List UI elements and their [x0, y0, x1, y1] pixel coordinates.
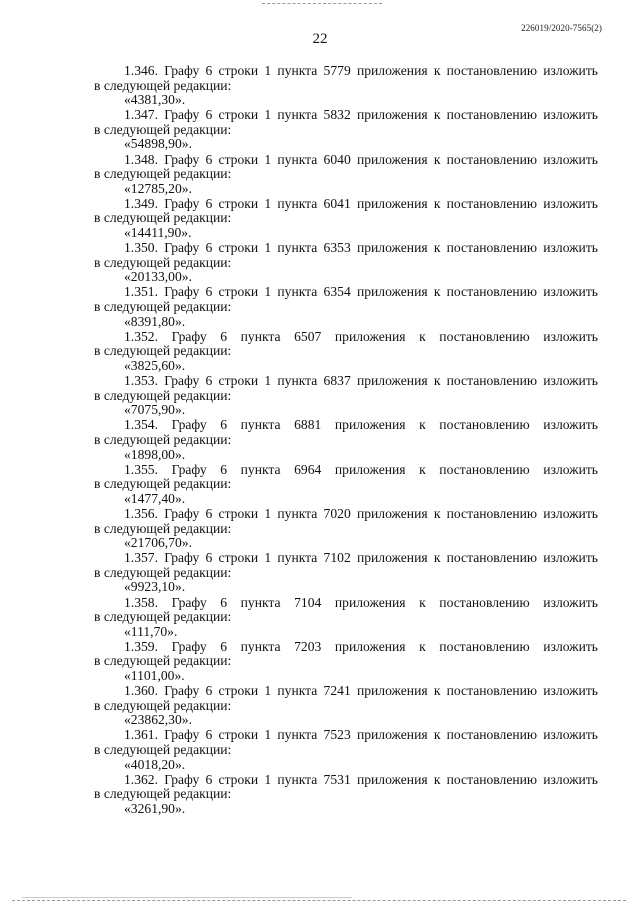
clause-word: 1: [264, 151, 272, 167]
clause-first-line: [94, 684, 598, 699]
clause-word: 1.349.: [124, 195, 158, 211]
clause-word: Графу: [171, 461, 207, 477]
clause-word: пункта: [240, 417, 281, 433]
clause-word: постановлению: [446, 107, 538, 123]
clause-word: Графу: [164, 63, 200, 78]
scan-artifact-bottom: [12, 900, 626, 902]
clause-word: строки: [218, 727, 259, 743]
clause-value: «1477,40».: [124, 490, 186, 506]
clause-word: изложить: [543, 594, 598, 610]
clause-second-line: в следующей редакции:: [94, 166, 232, 182]
clause-item: [94, 463, 598, 507]
clause-second-line: в следующей редакции:: [94, 520, 232, 536]
clause-word: 1.352.: [124, 328, 158, 344]
clause-word: 1: [264, 550, 272, 566]
clause-word: приложения: [334, 594, 406, 610]
clause-word: строки: [218, 151, 259, 167]
clause-word: 6507: [294, 328, 322, 344]
clause-word: изложить: [543, 550, 598, 566]
clause-word: 5832: [323, 107, 351, 123]
clause-word: 6: [220, 638, 228, 654]
clause-word: приложения: [356, 727, 428, 743]
clause-word: приложения: [334, 417, 406, 433]
clause-word: пункта: [277, 373, 318, 389]
clause-item: [94, 773, 598, 817]
clause-second-line: в следующей редакции:: [94, 653, 232, 669]
clause-second-line: в следующей редакции:: [94, 343, 232, 359]
clause-word: 6: [220, 594, 228, 610]
clause-second-line: в следующей редакции:: [94, 387, 232, 403]
clause-word: 6: [205, 771, 213, 787]
clause-word: постановлению: [439, 328, 530, 344]
clause-word: Графу: [164, 151, 200, 167]
clause-word: Графу: [164, 284, 200, 300]
clause-second-line: в следующей редакции:: [94, 210, 232, 226]
clause-word: постановлению: [446, 240, 538, 256]
clause-word: 6: [205, 550, 213, 566]
clause-first-line: [94, 197, 598, 212]
clause-word: постановлению: [446, 373, 538, 389]
clause-word: к: [419, 461, 426, 477]
clause-word: 1.350.: [124, 240, 158, 256]
clause-word: 1.346.: [124, 63, 158, 78]
clause-value: «4381,30».: [124, 92, 186, 108]
clause-first-line: [94, 418, 598, 433]
clause-word: строки: [218, 195, 259, 211]
clause-word: 6: [205, 63, 213, 78]
document-id: 226019/2020-7565(2): [521, 23, 602, 33]
clause-first-line: [94, 640, 598, 655]
clause-first-line: [94, 728, 598, 743]
clause-second-line: в следующей редакции:: [94, 299, 232, 315]
clause-word: к: [433, 195, 441, 211]
clause-second-line: в следующей редакции:: [94, 431, 232, 447]
clause-word: пункта: [240, 328, 281, 344]
clause-word: к: [419, 417, 426, 433]
clause-word: изложить: [543, 771, 598, 787]
clause-word: изложить: [543, 284, 598, 300]
clause-word: пункта: [240, 461, 281, 477]
clause-item: [94, 507, 598, 551]
clause-word: постановлению: [446, 195, 538, 211]
clause-word: строки: [218, 683, 259, 699]
clause-word: пункта: [240, 638, 281, 654]
clause-word: 1: [264, 727, 272, 743]
clause-word: 6964: [294, 461, 322, 477]
clause-word: Графу: [164, 373, 200, 389]
clause-second-line: в следующей редакции:: [94, 742, 232, 758]
clause-word: постановлению: [439, 417, 530, 433]
clause-value: «21706,70».: [124, 535, 192, 551]
clause-word: 6: [205, 373, 213, 389]
clause-word: пункта: [277, 195, 318, 211]
clause-word: 6: [205, 505, 213, 521]
clause-first-line: [94, 153, 598, 168]
clause-item: [94, 153, 598, 197]
clause-word: изложить: [543, 638, 598, 654]
clause-word: пункта: [277, 683, 318, 699]
clause-word: изложить: [543, 461, 598, 477]
clause-word: строки: [218, 240, 259, 256]
clause-word: Графу: [164, 550, 200, 566]
clause-word: пункта: [277, 550, 318, 566]
clause-word: пункта: [277, 505, 318, 521]
clause-word: 6: [205, 240, 213, 256]
clause-value: «54898,90».: [124, 136, 192, 152]
clause-word: приложения: [356, 284, 428, 300]
clause-word: к: [433, 373, 441, 389]
clause-item: [94, 197, 598, 241]
clause-second-line: в следующей редакции:: [94, 121, 232, 137]
clause-value: «8391,80».: [124, 313, 186, 329]
clause-word: приложения: [356, 195, 428, 211]
clause-word: пункта: [277, 107, 318, 123]
clause-word: 1.358.: [124, 594, 158, 610]
clause-word: изложить: [543, 417, 598, 433]
clause-value: «3261,90».: [124, 800, 186, 816]
clause-word: Графу: [164, 727, 200, 743]
clause-item: [94, 64, 598, 108]
clause-word: строки: [218, 550, 259, 566]
clause-word: 6: [220, 417, 228, 433]
clause-first-line: [94, 330, 598, 345]
clause-word: постановлению: [446, 151, 538, 167]
clause-word: к: [433, 240, 441, 256]
clause-word: 6: [220, 461, 228, 477]
clause-word: 1: [264, 284, 272, 300]
clause-word: 7102: [323, 550, 351, 566]
clause-item: [94, 596, 598, 640]
clause-word: к: [433, 771, 441, 787]
clause-second-line: в следующей редакции:: [94, 77, 232, 93]
clause-value: «111,70».: [124, 623, 178, 639]
clause-word: 1.356.: [124, 505, 158, 521]
clause-word: постановлению: [446, 550, 538, 566]
clause-word: 7531: [323, 771, 351, 787]
clause-word: постановлению: [446, 683, 538, 699]
clause-word: пункта: [277, 240, 318, 256]
clause-word: приложения: [356, 683, 428, 699]
clause-word: к: [433, 284, 441, 300]
clause-word: Графу: [171, 638, 207, 654]
clause-word: 7241: [323, 683, 351, 699]
clause-word: постановлению: [439, 461, 530, 477]
clause-word: приложения: [356, 63, 428, 78]
clause-word: 6: [220, 328, 228, 344]
clause-word: постановлению: [446, 505, 538, 521]
clause-word: к: [433, 505, 441, 521]
clause-word: изложить: [543, 240, 598, 256]
clause-word: изложить: [543, 195, 598, 211]
clause-item: [94, 551, 598, 595]
clause-word: 6837: [323, 373, 351, 389]
clause-item: [94, 640, 598, 684]
clause-word: 6353: [323, 240, 351, 256]
clause-value: «9923,10».: [124, 579, 186, 595]
clause-item: [94, 330, 598, 374]
clause-word: постановлению: [439, 638, 530, 654]
clause-list: [94, 64, 598, 817]
clause-value: «14411,90».: [124, 225, 192, 241]
clause-word: постановлению: [446, 63, 538, 78]
clause-second-line: в следующей редакции:: [94, 254, 232, 270]
clause-word: Графу: [164, 240, 200, 256]
clause-word: к: [419, 638, 426, 654]
clause-word: к: [419, 594, 426, 610]
clause-word: изложить: [543, 151, 598, 167]
clause-word: строки: [218, 63, 259, 78]
clause-word: изложить: [543, 63, 598, 78]
scan-artifact-top: [262, 3, 382, 5]
clause-word: 6: [205, 195, 213, 211]
clause-word: пункта: [277, 63, 318, 78]
clause-second-line: в следующей редакции:: [94, 609, 232, 625]
clause-word: пункта: [277, 151, 318, 167]
clause-word: 1.360.: [124, 683, 158, 699]
clause-word: 1: [264, 63, 272, 78]
clause-item: [94, 285, 598, 329]
clause-word: 1: [264, 107, 272, 123]
clause-word: к: [433, 107, 441, 123]
clause-first-line: [94, 507, 598, 522]
clause-word: пункта: [240, 594, 281, 610]
clause-word: 6041: [323, 195, 351, 211]
clause-first-line: [94, 463, 598, 478]
clause-word: строки: [218, 505, 259, 521]
clause-first-line: [94, 241, 598, 256]
clause-word: пункта: [277, 727, 318, 743]
clause-word: Графу: [164, 771, 200, 787]
clause-word: 6881: [294, 417, 322, 433]
clause-word: Графу: [164, 505, 200, 521]
clause-word: 6: [205, 151, 213, 167]
clause-value: «1101,00».: [124, 668, 185, 684]
clause-value: «7075,90».: [124, 402, 186, 418]
clause-item: [94, 241, 598, 285]
clause-word: к: [433, 63, 441, 78]
clause-word: 1: [264, 683, 272, 699]
clause-first-line: [94, 374, 598, 389]
clause-word: 1: [264, 195, 272, 211]
clause-word: постановлению: [446, 727, 538, 743]
clause-word: 6: [205, 107, 213, 123]
page-number: 22: [312, 31, 328, 47]
clause-word: к: [433, 727, 441, 743]
scan-artifact-bottom-short: [22, 897, 352, 899]
clause-word: к: [433, 151, 441, 167]
clause-word: 1.355.: [124, 461, 158, 477]
clause-first-line: [94, 285, 598, 300]
clause-item: [94, 418, 598, 462]
clause-word: приложения: [356, 151, 428, 167]
clause-second-line: в следующей редакции:: [94, 697, 232, 713]
clause-word: приложения: [334, 638, 406, 654]
clause-word: изложить: [543, 373, 598, 389]
clause-word: изложить: [543, 683, 598, 699]
clause-word: приложения: [356, 240, 428, 256]
clause-word: приложения: [356, 771, 428, 787]
clause-word: 6040: [323, 151, 351, 167]
clause-word: строки: [218, 373, 259, 389]
clause-word: 7203: [294, 638, 322, 654]
clause-word: 1.357.: [124, 550, 158, 566]
clause-word: изложить: [543, 727, 598, 743]
clause-word: 7523: [323, 727, 351, 743]
clause-word: приложения: [356, 107, 428, 123]
clause-word: 5779: [323, 63, 351, 78]
clause-word: 6: [205, 683, 213, 699]
clause-word: пункта: [277, 771, 318, 787]
clause-word: 1.347.: [124, 107, 158, 123]
clause-value: «20133,00».: [124, 269, 192, 285]
clause-word: 1: [264, 373, 272, 389]
clause-word: строки: [218, 107, 259, 123]
clause-word: 1.354.: [124, 417, 158, 433]
clause-word: изложить: [543, 328, 598, 344]
clause-word: постановлению: [446, 771, 538, 787]
clause-word: Графу: [164, 195, 200, 211]
clause-word: к: [433, 683, 441, 699]
clause-value: «23862,30».: [124, 712, 192, 728]
clause-item: [94, 684, 598, 728]
clause-item: [94, 374, 598, 418]
clause-word: приложения: [356, 550, 428, 566]
clause-word: пункта: [277, 284, 318, 300]
clause-second-line: в следующей редакции:: [94, 786, 232, 802]
clause-word: строки: [218, 771, 259, 787]
clause-word: к: [433, 550, 441, 566]
clause-word: 6354: [323, 284, 351, 300]
clause-word: 1: [264, 505, 272, 521]
clause-word: Графу: [171, 594, 207, 610]
clause-value: «1898,00».: [124, 446, 186, 462]
clause-value: «3825,60».: [124, 357, 186, 373]
clause-word: Графу: [171, 328, 207, 344]
clause-word: строки: [218, 284, 259, 300]
clause-item: [94, 728, 598, 772]
clause-first-line: [94, 773, 598, 788]
clause-word: 1.362.: [124, 771, 158, 787]
clause-word: приложения: [334, 461, 406, 477]
clause-first-line: [94, 551, 598, 566]
clause-word: 6: [205, 727, 213, 743]
clause-second-line: в следующей редакции:: [94, 564, 232, 580]
clause-word: 1.359.: [124, 638, 158, 654]
clause-word: 1.348.: [124, 151, 158, 167]
clause-word: постановлению: [446, 284, 538, 300]
clause-word: Графу: [164, 107, 200, 123]
clause-value: «4018,20».: [124, 756, 186, 772]
clause-word: изложить: [543, 505, 598, 521]
clause-word: 1.351.: [124, 284, 158, 300]
clause-word: приложения: [356, 373, 428, 389]
clause-word: 1: [264, 771, 272, 787]
clause-word: изложить: [543, 107, 598, 123]
clause-word: 7020: [323, 505, 351, 521]
clause-word: 1.361.: [124, 727, 158, 743]
clause-word: к: [419, 328, 426, 344]
clause-word: приложения: [356, 505, 428, 521]
clause-word: 1: [264, 240, 272, 256]
clause-item: [94, 108, 598, 152]
clause-first-line: [94, 596, 598, 611]
clause-value: «12785,20».: [124, 180, 192, 196]
clause-first-line: [94, 108, 598, 123]
clause-word: 6: [205, 284, 213, 300]
clause-word: Графу: [171, 417, 207, 433]
clause-second-line: в следующей редакции:: [94, 476, 232, 492]
clause-first-line: [94, 64, 598, 79]
clause-word: постановлению: [439, 594, 530, 610]
clause-word: приложения: [334, 328, 406, 344]
clause-word: 7104: [294, 594, 322, 610]
clause-word: Графу: [164, 683, 200, 699]
clause-word: 1.353.: [124, 373, 158, 389]
